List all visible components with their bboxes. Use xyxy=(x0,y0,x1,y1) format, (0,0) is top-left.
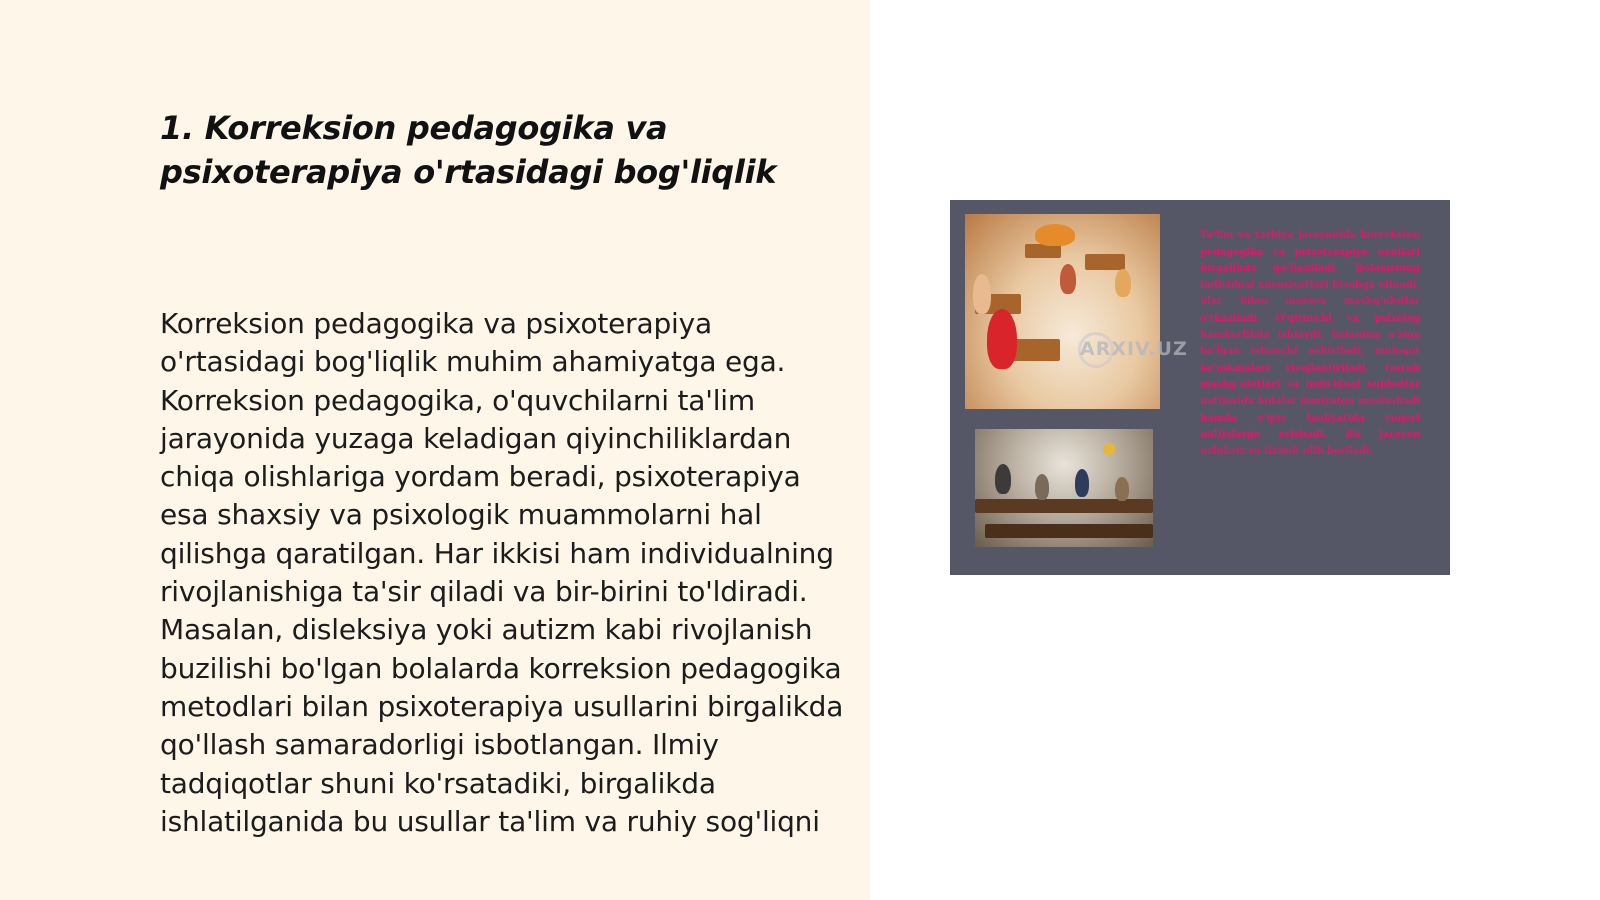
child-figure xyxy=(1115,269,1131,297)
decoration-figure xyxy=(1035,224,1075,246)
watermark-text: ARXIV.UZ xyxy=(1080,338,1188,360)
desk-row xyxy=(985,524,1153,538)
desk xyxy=(1025,244,1061,258)
child-figure xyxy=(1035,474,1049,500)
child-figure xyxy=(1060,264,1076,294)
classroom-photo-1 xyxy=(965,214,1160,409)
lamp-figure xyxy=(1103,443,1115,455)
slide-image xyxy=(950,200,1450,575)
image-caption-text: Ta'lim va tarbiya jarayonida korreksion pedagogika va psixoterapiya usullari birgalikda qo'llaniladi. Bolalarning individual xususiyatlari hisobga olinadi, ular bilan maxsus mashg'ulotlar o'tkaziladi. O'qituvchi va psixolog hamkorlikda ishlaydi, bolaning o'ziga bo'lgan ishonchi oshiriladi, muloqot ko'nikmalari rivojlantiriladi. Guruh mashg'ulotlari va individual suhbatlar natijasida bolalar jamiyatga moslashadi hamda o'quv faoliyatida yuqori natijalarga erishadi. Bu jarayon uzluksiz va tizimli olib boriladi. xyxy=(1200,230,1420,457)
desk-row xyxy=(975,499,1153,513)
child-figure xyxy=(1115,477,1129,501)
slide-body-text: Korreksion pedagogika va psixoterapiya o'rtasidagi bog'liqlik muhim ahamiyatga ega. Korreksion pedagogika, o'quvchilarni ta'lim jarayonida yuzaga keladigan qiyinchiliklardan chiqa olishlariga yordam beradi, psixoterapiya esa shaxsiy va psixologik muammolarni hal qilishga qaratilgan. Har ikkisi ham individualning rivojlanishiga ta'sir qiladi va bir-birini to'ldiradi. Masalan, disleksiya yoki autizm kabi rivojlanish buzilishi bo'lgan bolalarda korreksion pedagogika metodlari bilan psixoterapiya usullarini birgalikda qo'llash samaradorligi isbotlangan. Ilmiy tadqiqotlar shuni ko'rsatadiki, birgalikda ishlatilganida bu usullar ta'lim va ruhiy sog'liqni xyxy=(160,307,844,838)
classroom-photo-2 xyxy=(975,429,1153,547)
desk xyxy=(1085,254,1125,270)
child-figure xyxy=(995,464,1011,494)
child-figure xyxy=(973,274,991,314)
child-figure xyxy=(987,309,1017,369)
child-figure xyxy=(1075,469,1089,497)
slide-title: 1. Korreksion pedagogika va psixoterapiya o'rtasidagi bog'liqlik xyxy=(160,109,777,191)
